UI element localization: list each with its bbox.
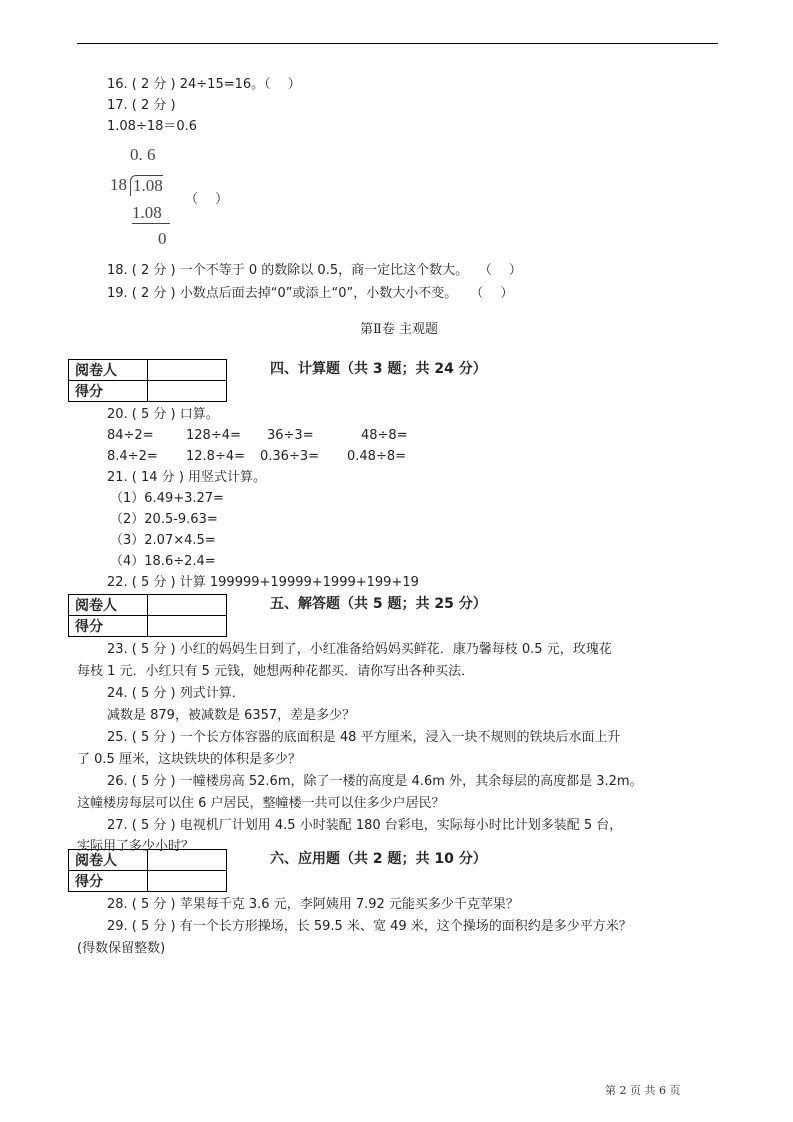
product: 1.08 bbox=[132, 203, 170, 224]
score-field bbox=[148, 616, 227, 637]
question-21-item: （1）6.49+3.27= bbox=[110, 491, 224, 506]
part-2-title: 第Ⅱ卷 主观题 bbox=[360, 322, 438, 337]
calc-item: 36÷3= bbox=[267, 428, 314, 443]
header-rule bbox=[77, 43, 718, 44]
question-27-cont: 实际用了多少小时？ bbox=[77, 839, 195, 854]
grader-label: 阅卷人 bbox=[69, 595, 148, 616]
score-table bbox=[68, 359, 227, 402]
grader-field bbox=[148, 595, 227, 616]
section-5-heading: 五、解答题（共 5 题；共 25 分） bbox=[270, 596, 487, 612]
score-label: 得分 bbox=[69, 616, 148, 637]
question-29-cont: (得数保留整数) bbox=[77, 941, 166, 956]
score-table bbox=[68, 594, 227, 637]
question-21: 21. ( 14 分 ) 用竖式计算。 bbox=[107, 470, 267, 485]
question-18: 18. ( 2 分 ) 一个不等于 0 的数除以 0.5，商一定比这个数大。 （ ） bbox=[107, 263, 522, 278]
question-29: 29. ( 5 分 ) 有一个长方形操场，长 59.5 米、宽 49 米，这个操场的面积约是多少平方米？ bbox=[107, 919, 632, 934]
score-label: 得分 bbox=[69, 871, 148, 892]
calc-item: 8.4÷2= bbox=[107, 449, 158, 464]
remainder: 0 bbox=[158, 229, 167, 248]
question-17-equation: 1.08÷18＝0.6 bbox=[107, 119, 198, 134]
question-25-cont: 了 0.5 厘米，这块铁块的体积是多少？ bbox=[77, 752, 301, 767]
calc-item: 12.8÷4= bbox=[186, 449, 246, 464]
question-19: 19. ( 2 分 ) 小数点后面去掉“0”或添上“0”，小数大小不变。 （ ） bbox=[107, 286, 514, 301]
question-21-item: （3）2.07×4.5= bbox=[110, 533, 216, 548]
question-27: 27. ( 5 分 ) 电视机厂计划用 4.5 小时装配 180 台彩电，实际每小时比计划多装配 5 台， bbox=[107, 818, 623, 833]
answer-paren: （ ） bbox=[185, 192, 229, 207]
score-label: 得分 bbox=[69, 381, 148, 402]
question-21-item: （2）20.5-9.63= bbox=[110, 512, 218, 527]
calc-item: 48÷8= bbox=[361, 428, 408, 443]
section-4-heading: 四、计算题（共 3 题；共 24 分） bbox=[270, 361, 487, 377]
question-21-item: （4）18.6÷2.4= bbox=[110, 554, 216, 569]
divisor: 18 bbox=[110, 175, 127, 194]
calc-item: 0.36÷3= bbox=[260, 449, 320, 464]
question-24-cont: 减数是 879，被减数是 6357，差是多少？ bbox=[107, 708, 356, 723]
grader-field bbox=[148, 360, 227, 381]
calc-item: 0.48÷8= bbox=[347, 449, 407, 464]
section-6-heading: 六、应用题（共 2 题；共 10 分） bbox=[270, 851, 487, 867]
question-26-cont: 这幢楼房每层可以住 6 户居民，整幢楼一共可以住多少户居民？ bbox=[77, 796, 445, 811]
calc-item: 84÷2= bbox=[107, 428, 154, 443]
question-17: 17. ( 2 分 ) bbox=[107, 98, 176, 113]
question-28: 28. ( 5 分 ) 苹果每千克 3.6 元，李阿姨用 7.92 元能买多少千克苹果？ bbox=[107, 897, 519, 912]
quotient: 0. 6 bbox=[130, 145, 156, 164]
long-division-figure bbox=[110, 145, 180, 255]
score-field bbox=[148, 381, 227, 402]
score-table bbox=[68, 849, 227, 892]
page-footer: 第 2 页 共 6 页 bbox=[605, 1084, 681, 1097]
grader-label: 阅卷人 bbox=[69, 360, 148, 381]
question-16: 16. ( 2 分 ) 24÷15=16。（ ） bbox=[107, 77, 301, 92]
grader-label: 阅卷人 bbox=[69, 850, 148, 871]
calc-item: 128÷4= bbox=[186, 428, 241, 443]
dividend: 1.08 bbox=[130, 175, 163, 196]
question-24: 24. ( 5 分 ) 列式计算． bbox=[107, 686, 245, 701]
question-23: 23. ( 5 分 ) 小红的妈妈生日到了，小红准备给妈妈买鲜花．康乃馨每枝 0.5 元，玫瑰花 bbox=[107, 642, 612, 657]
question-26: 26. ( 5 分 ) 一幢楼房高 52.6m，除了一楼的高度是 4.6m 外，其余每层的高度都是 3.2m。 bbox=[107, 774, 643, 789]
question-23-cont: 每枝 1 元．小红只有 5 元钱，她想两种花都买．请你写出各种买法． bbox=[77, 664, 475, 679]
question-20: 20. ( 5 分 ) 口算。 bbox=[107, 407, 219, 422]
score-field bbox=[148, 871, 227, 892]
grader-field bbox=[148, 850, 227, 871]
question-25: 25. ( 5 分 ) 一个长方体容器的底面积是 48 平方厘米，浸入一块不规则的铁块后水面上升 bbox=[107, 730, 621, 745]
question-22: 22. ( 5 分 ) 计算 199999+19999+1999+199+19 bbox=[107, 575, 419, 590]
